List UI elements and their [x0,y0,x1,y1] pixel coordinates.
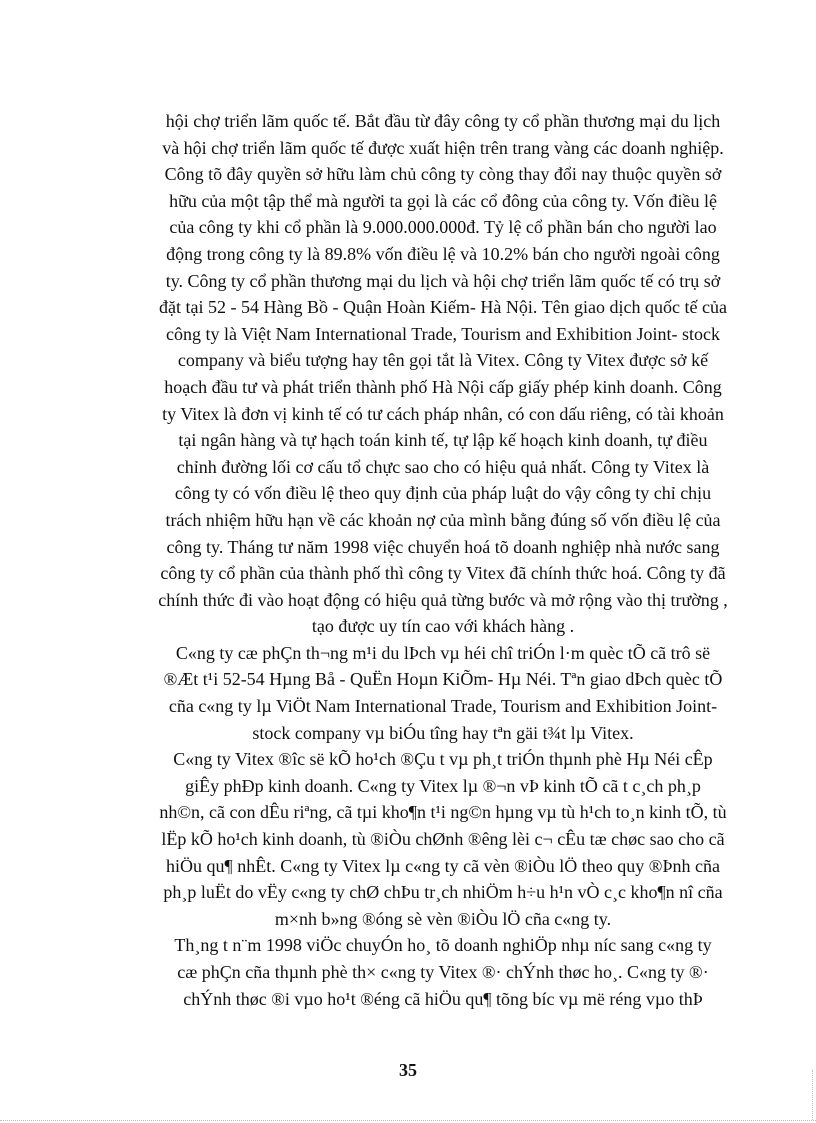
text-line: Th¸ng t n¨m 1998 viÖc chuyÓn ho¸ tõ doanh nghiÖp nhµ níc sang c«ng ty [174,935,712,956]
text-line: nh©n, cã con dÊu riªng, cã tµi kho¶n t¹i ng©n hµng vµ tù h¹ch to¸n kinh tÕ, tù [159,802,727,823]
text-line: ®Æt t¹i 52-54 Hµng Bå - QuËn Hoµn KiÕm- Hµ Néi. Tªn giao dÞch quèc tÕ [163,669,723,690]
paragraph-3 [120,746,766,932]
text-line: lËp kÕ ho¹ch kinh doanh, tù ®iÒu chØnh ®êng lèi c¬ cÊu tæ chøc sao cho cã [161,829,725,850]
text-line: hữu của một tập thể mà người ta gọi là các cổ đông của công ty. Vốn điều lệ [169,190,717,211]
text-line: trách nhiệm hữu hạn về các khoản nợ của mình bằng đúng số vốn điều lệ của [165,509,721,530]
text-line: hội chợ triển lãm quốc tế. Bắt đầu từ đây công ty cổ phần thương mại du lịch [165,111,721,131]
text-line: động trong công ty là 89.8% vốn điều lệ và 10.2% bán cho người ngoài công [166,243,720,264]
text-line: hoạch đầu tư và phát triển thành phố Hà Nội cấp giấy phép kinh doanh. Công [164,376,722,397]
text-line: đặt tại 52 - 54 Hàng Bồ - Quận Hoàn Kiếm- Hà Nội. Tên giao dịch quốc tế của [158,297,727,318]
bottom-divider [0,1120,816,1121]
body-text [120,108,766,1012]
paragraph-4 [120,932,766,1012]
text-line: hiÖu qu¶ nhÊt. C«ng ty Vitex lµ c«ng ty cã vèn ®iÒu lÖ theo quy ®Þnh cña [166,855,720,876]
text-line: company và biểu tượng hay tên gọi tắt là Vitex. Công ty Vitex được sở kế [177,350,709,371]
right-divider [812,1070,813,1120]
text-line: ty Vitex là đơn vị kinh tế có tư cách pháp nhân, có con dấu riêng, có tài khoản [162,403,724,424]
text-line: cæ phÇn cña thµnh phè th× c«ng ty Vitex ®· chÝnh thøc ho¸. C«ng ty ®· [177,962,709,982]
text-line: ph¸p luËt do vËy c«ng ty chØ chÞu tr¸ch nhiÖm h÷u h¹n vÒ c¸c kho¶n nî cña [163,882,723,903]
text-line: stock company vµ biÓu tîng hay tªn gäi t¾t lµ Vitex. [252,722,634,743]
text-line: tại ngân hàng và tự hạch toán kinh tế, tự lập kế hoạch kinh doanh, tự điều [178,430,708,451]
text-line: ty. Công ty cổ phần thương mại du lịch và hội chợ triển lãm quốc tế có trụ sở [165,270,721,291]
text-line: công ty cổ phần của thành phố thì công ty Vitex đã chính thức hoá. Công ty đã [160,563,726,584]
paragraph-2 [120,640,766,746]
page-number: 35 [399,1060,417,1080]
text-line: tạo được uy tín cao với khách hàng . [311,616,575,637]
text-line: C«ng ty cæ phÇn th¬ng m¹i du lÞch vµ héi chî triÓn l·m quèc tÕ cã trô së [175,642,711,663]
text-line: công ty là Việt Nam International Trade, Tourism and Exhibition Joint- stock [166,323,720,344]
text-line: công ty. Tháng tư năm 1998 việc chuyển hoá tõ doanh nghiệp nhà nước sang [166,536,720,557]
text-line: m×nh b»ng ®óng sè vèn ®iÒu lÖ cña c«ng ty. [274,908,612,929]
text-line: của công ty khi cổ phần là 9.000.000.000đ. Tỷ lệ cổ phần bán cho người lao [169,217,717,238]
paragraph-1 [120,108,766,640]
text-line: C«ng ty Vitex ®îc së kÕ ho¹ch ®Çu t vµ ph¸t triÓn thµnh phè Hµ Néi cÊp [173,749,713,770]
text-line: chính thức đi vào hoạt động có hiệu quả từng bước và mở rộng vào thị trường , [158,589,728,610]
text-line: chÝnh thøc ®i vµo ho¹t ®éng cã hiÖu qu¶ tõng bíc vµ më réng vµo thÞ [183,988,703,1009]
text-line: công ty có vốn điều lệ theo quy định của pháp luật do vậy công ty chỉ chịu [174,483,712,504]
text-line: giÊy phÐp kinh doanh. C«ng ty Vitex lµ ®¬n vÞ kinh tÕ cã t c¸ch ph¸p [185,775,701,796]
text-line: Công tõ đây quyền sở hữu làm chủ công ty còng thay đổi nay thuộc quyền sở [164,164,722,185]
text-line: và hội chợ triển lãm quốc tế được xuất hiện trên trang vàng các doanh nghiệp. [162,137,724,158]
text-line: chỉnh đường lối cơ cấu tổ chực sao cho có hiệu quả nhất. Công ty Vitex là [176,456,710,477]
text-line: cña c«ng ty lµ ViÖt Nam International Trade, Tourism and Exhibition Joint- [168,696,718,717]
